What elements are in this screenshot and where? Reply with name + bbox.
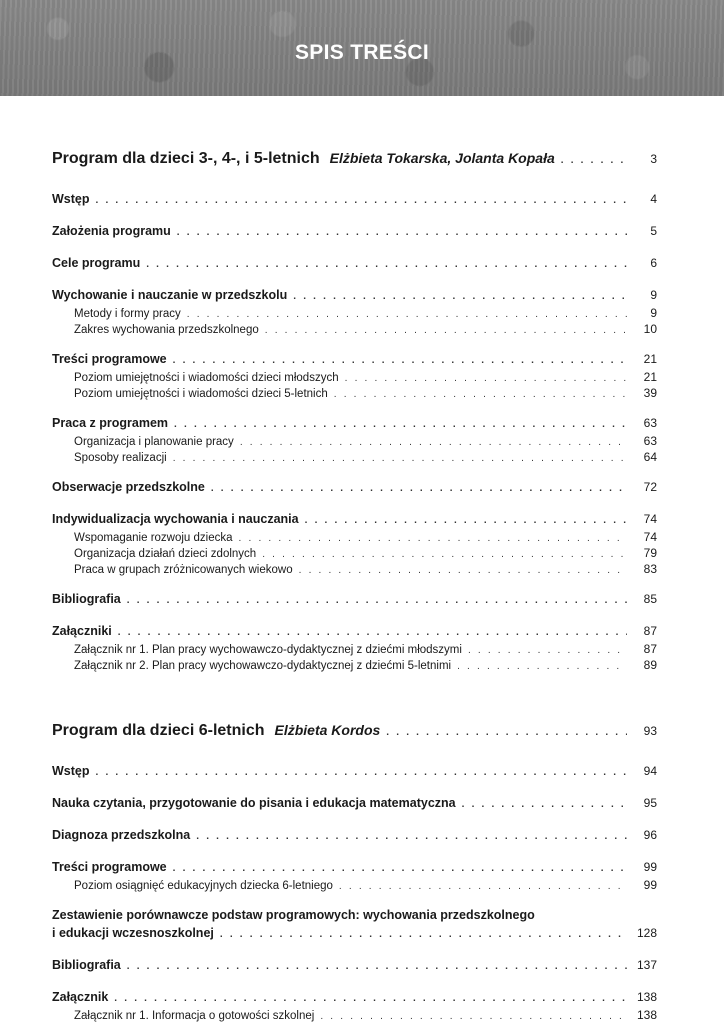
entry-label: Diagnoza przedszkolna	[52, 828, 191, 842]
entry-label: Załącznik nr 2. Plan pracy wychowawczo-dydaktycznej z dziećmi 5-letnimi	[74, 660, 452, 672]
leader-dots	[462, 799, 627, 810]
toc-entry-zalaczniki[interactable]	[52, 624, 657, 642]
page-number: 9	[650, 288, 657, 302]
leader-dots	[345, 373, 627, 384]
page-number: 83	[643, 562, 657, 576]
entry-label: Praca w grupach zróżnicowanych wiekowo	[74, 564, 293, 576]
page-number: 99	[643, 878, 657, 892]
toc-subentry[interactable]	[52, 306, 657, 322]
leader-dots	[293, 291, 627, 302]
toc-entry-praca[interactable]	[52, 416, 657, 434]
entry-label: Bibliografia	[52, 958, 121, 972]
entry-label: i edukacji wczesnoszkolnej	[52, 926, 214, 940]
leader-dots	[174, 419, 627, 430]
toc-entry-wstep[interactable]	[52, 192, 657, 210]
page-number: 10	[643, 322, 657, 336]
leader-dots	[240, 437, 627, 448]
entry-label: Załącznik nr 1. Informacja o gotowości szkolnej	[74, 1010, 315, 1022]
entry-label: Organizacja działań dzieci zdolnych	[74, 548, 257, 560]
page-number: 5	[650, 224, 657, 238]
leader-dots	[146, 259, 627, 270]
toc-subentry[interactable]	[52, 370, 657, 386]
leader-dots	[457, 661, 627, 672]
leader-dots	[468, 645, 627, 656]
entry-label: Zakres wychowania przedszkolnego	[74, 324, 259, 336]
toc-entry-obserwacje[interactable]	[52, 480, 657, 498]
entry-label: Poziom umiejętności i wiadomości dzieci młodszych	[74, 372, 339, 384]
page-number: 87	[643, 624, 657, 638]
header-banner	[0, 0, 724, 96]
page-number: 6	[650, 256, 657, 270]
page-title: SPIS TREŚCI	[295, 41, 429, 64]
toc-subentry[interactable]	[52, 450, 657, 466]
entry-label: Załączniki	[52, 624, 112, 638]
toc-subentry[interactable]	[52, 386, 657, 402]
leader-dots	[173, 453, 627, 464]
toc-subentry[interactable]	[52, 530, 657, 546]
table-of-contents	[52, 150, 657, 1024]
leader-dots	[211, 483, 627, 494]
page-number: 137	[636, 958, 657, 972]
page-number: 74	[643, 530, 657, 544]
leader-dots	[220, 929, 627, 940]
leader-dots	[334, 389, 627, 400]
leader-dots	[173, 355, 627, 366]
entry-label: Cele programu	[52, 256, 141, 270]
toc-part-1[interactable]	[52, 150, 657, 178]
toc-entry-bibliografia[interactable]	[52, 592, 657, 610]
toc-entry-zalozenia[interactable]	[52, 224, 657, 242]
toc-subentry[interactable]	[52, 562, 657, 578]
entry-label: Praca z programem	[52, 416, 169, 430]
page-number: 21	[643, 370, 657, 384]
toc-subentry[interactable]	[52, 642, 657, 658]
leader-dots	[173, 863, 627, 874]
page-number: 93	[643, 724, 657, 738]
page-number: 64	[643, 450, 657, 464]
toc-entry-cele[interactable]	[52, 256, 657, 274]
entry-label: Wstęp	[52, 764, 90, 778]
page-number: 94	[643, 764, 657, 778]
part-title: Program dla dzieci 6-letnich	[52, 722, 265, 739]
toc-entry-diagnoza[interactable]	[52, 828, 657, 846]
page-number: 9	[650, 306, 657, 320]
leader-dots	[96, 767, 628, 778]
toc-subentry[interactable]	[52, 322, 657, 338]
page-number: 21	[643, 352, 657, 366]
toc-subentry[interactable]	[52, 434, 657, 450]
toc-subentry[interactable]	[52, 1008, 657, 1024]
entry-label: Obserwacje przedszkolne	[52, 480, 205, 494]
leader-dots	[177, 227, 627, 238]
toc-subentry[interactable]	[52, 878, 657, 894]
leader-dots	[96, 195, 628, 206]
leader-dots	[187, 309, 627, 320]
leader-dots	[339, 881, 627, 892]
page-number: 138	[636, 990, 657, 1004]
part-authors: Elżbieta Kordos	[274, 722, 381, 738]
entry-label: Załącznik nr 1. Plan pracy wychowawczo-dydaktycznej z dziećmi młodszymi	[74, 644, 462, 656]
page-number: 85	[643, 592, 657, 606]
entry-label: Sposoby realizacji	[74, 452, 167, 464]
leader-dots	[127, 595, 627, 606]
toc-entry-tresci[interactable]	[52, 352, 657, 370]
entry-label: Organizacja i planowanie pracy	[74, 436, 234, 448]
entry-label-line-1[interactable]: Zestawienie porównawcze podstaw programowych: wychowania przedszkolnego	[52, 908, 535, 922]
page-number: 74	[643, 512, 657, 526]
leader-dots	[386, 727, 627, 738]
entry-label: Treści programowe	[52, 352, 167, 366]
entry-label: Indywidualizacja wychowania i nauczania	[52, 512, 299, 526]
toc-entry-nauka-czytania[interactable]	[52, 796, 657, 814]
toc-entry-zestawienie[interactable]	[52, 926, 657, 944]
entry-label: Bibliografia	[52, 592, 121, 606]
page-number: 63	[643, 434, 657, 448]
page-number: 79	[643, 546, 657, 560]
leader-dots	[196, 831, 627, 842]
entry-label: Poziom umiejętności i wiadomości dzieci 5-letnich	[74, 388, 328, 400]
page-number: 89	[643, 658, 657, 672]
toc-entry-wychowanie[interactable]	[52, 288, 657, 306]
entry-label: Wspomaganie rozwoju dziecka	[74, 532, 233, 544]
leader-dots	[305, 515, 627, 526]
toc-subentry[interactable]	[52, 658, 657, 674]
leader-dots	[118, 627, 627, 638]
page-number: 63	[643, 416, 657, 430]
page-number: 4	[650, 192, 657, 206]
leader-dots	[561, 155, 627, 166]
page-number: 96	[643, 828, 657, 842]
page-number: 128	[636, 926, 657, 940]
toc-entry-tresci-2[interactable]	[52, 860, 657, 878]
entry-label: Poziom osiągnięć edukacyjnych dziecka 6-letniego	[74, 880, 333, 892]
leader-dots	[299, 565, 627, 576]
entry-label: Nauka czytania, przygotowanie do pisania i edukacja matematyczna	[52, 796, 456, 810]
leader-dots	[265, 325, 627, 336]
page-number: 39	[643, 386, 657, 400]
toc-entry-zalacznik[interactable]	[52, 990, 657, 1008]
entry-label: Wstęp	[52, 192, 90, 206]
page-number: 87	[643, 642, 657, 656]
entry-label: Treści programowe	[52, 860, 167, 874]
page-number: 95	[643, 796, 657, 810]
part-authors: Elżbieta Tokarska, Jolanta Kopała	[329, 150, 555, 166]
entry-label: Załącznik	[52, 990, 109, 1004]
entry-label: Założenia programu	[52, 224, 171, 238]
page-number: 99	[643, 860, 657, 874]
toc-part-2[interactable]	[52, 722, 657, 750]
toc-entry-wstep-2[interactable]	[52, 764, 657, 782]
entry-label: Wychowanie i nauczanie w przedszkolu	[52, 288, 288, 302]
leader-dots	[262, 549, 627, 560]
entry-label: Metody i formy pracy	[74, 308, 181, 320]
toc-subentry[interactable]	[52, 546, 657, 562]
leader-dots	[127, 961, 627, 972]
toc-entry-bibliografia-2[interactable]	[52, 958, 657, 976]
leader-dots	[114, 993, 627, 1004]
toc-entry-indywidualizacja[interactable]	[52, 512, 657, 530]
page-number: 138	[636, 1008, 657, 1022]
page-number: 72	[643, 480, 657, 494]
page-number: 3	[650, 152, 657, 166]
leader-dots	[320, 1011, 627, 1022]
part-title: Program dla dzieci 3-, 4-, i 5-letnich	[52, 150, 320, 167]
leader-dots	[239, 533, 627, 544]
